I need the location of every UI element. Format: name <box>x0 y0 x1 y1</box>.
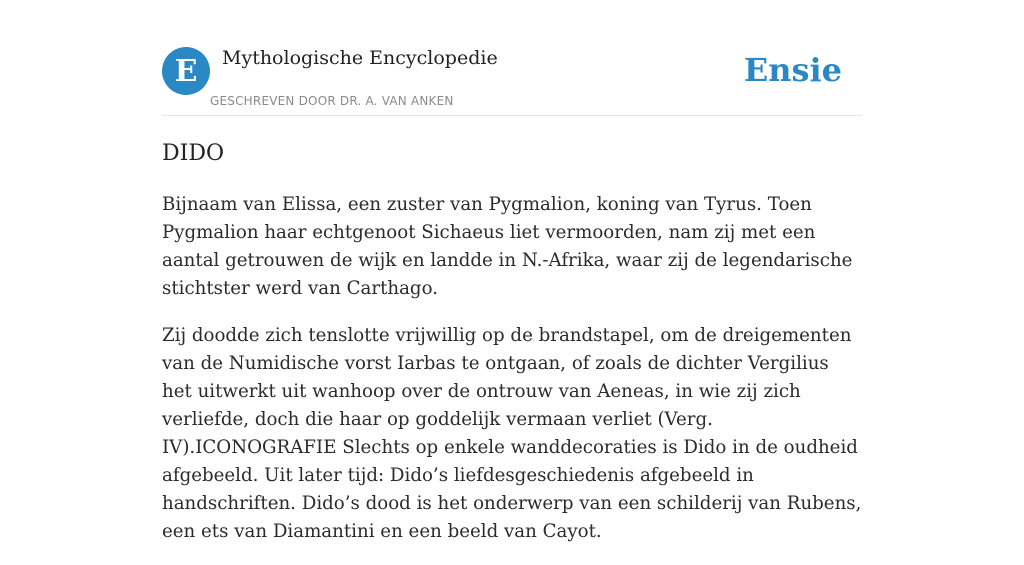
header <box>162 46 862 116</box>
entry-title: DIDO <box>162 141 225 166</box>
article <box>162 138 862 565</box>
book-title-link[interactable]: Mythologische Encyclopedie <box>222 47 498 69</box>
ensie-brand-logo[interactable]: Ensie <box>743 51 842 89</box>
article-paragraph-1: Bijnaam van Elissa, een zuster van Pygmalion, koning van Tyrus. Toen Pygmalion haar echtgenoot Sichaeus liet vermoorden, nam zij met een aantal getrouwen de wijk en landde in N.-Afrika, waar zij de legendarische stichtster werd van Carthago. <box>162 194 853 299</box>
article-paragraph-2: Zij doodde zich tenslotte vrijwillig op de brandstapel, om de dreigementen van de Numidische vorst Iarbas te ontgaan, of zoals de dichter Vergilius het uitwerkt uit wanhoop over de ontrouw van Aeneas, in wie zij zich verliefde, doch die haar op goddelijk vermaan verliet (Verg. IV).ICONOGRAFIE Slechts op enkele wanddecoraties is Dido in de oudheid afgebeeld. Uit later tijd: Dido’s liefdesgeschiedenis afgebeeld in handschriften. Dido’s dood is het onderwerp van een schilderij van Rubens, een ets van Diamantini en een beeld van Cayot. <box>162 325 862 542</box>
author-line: GESCHREVEN DOOR DR. A. VAN ANKEN <box>210 94 454 108</box>
encyclopedia-logo-icon[interactable]: E <box>162 47 210 95</box>
